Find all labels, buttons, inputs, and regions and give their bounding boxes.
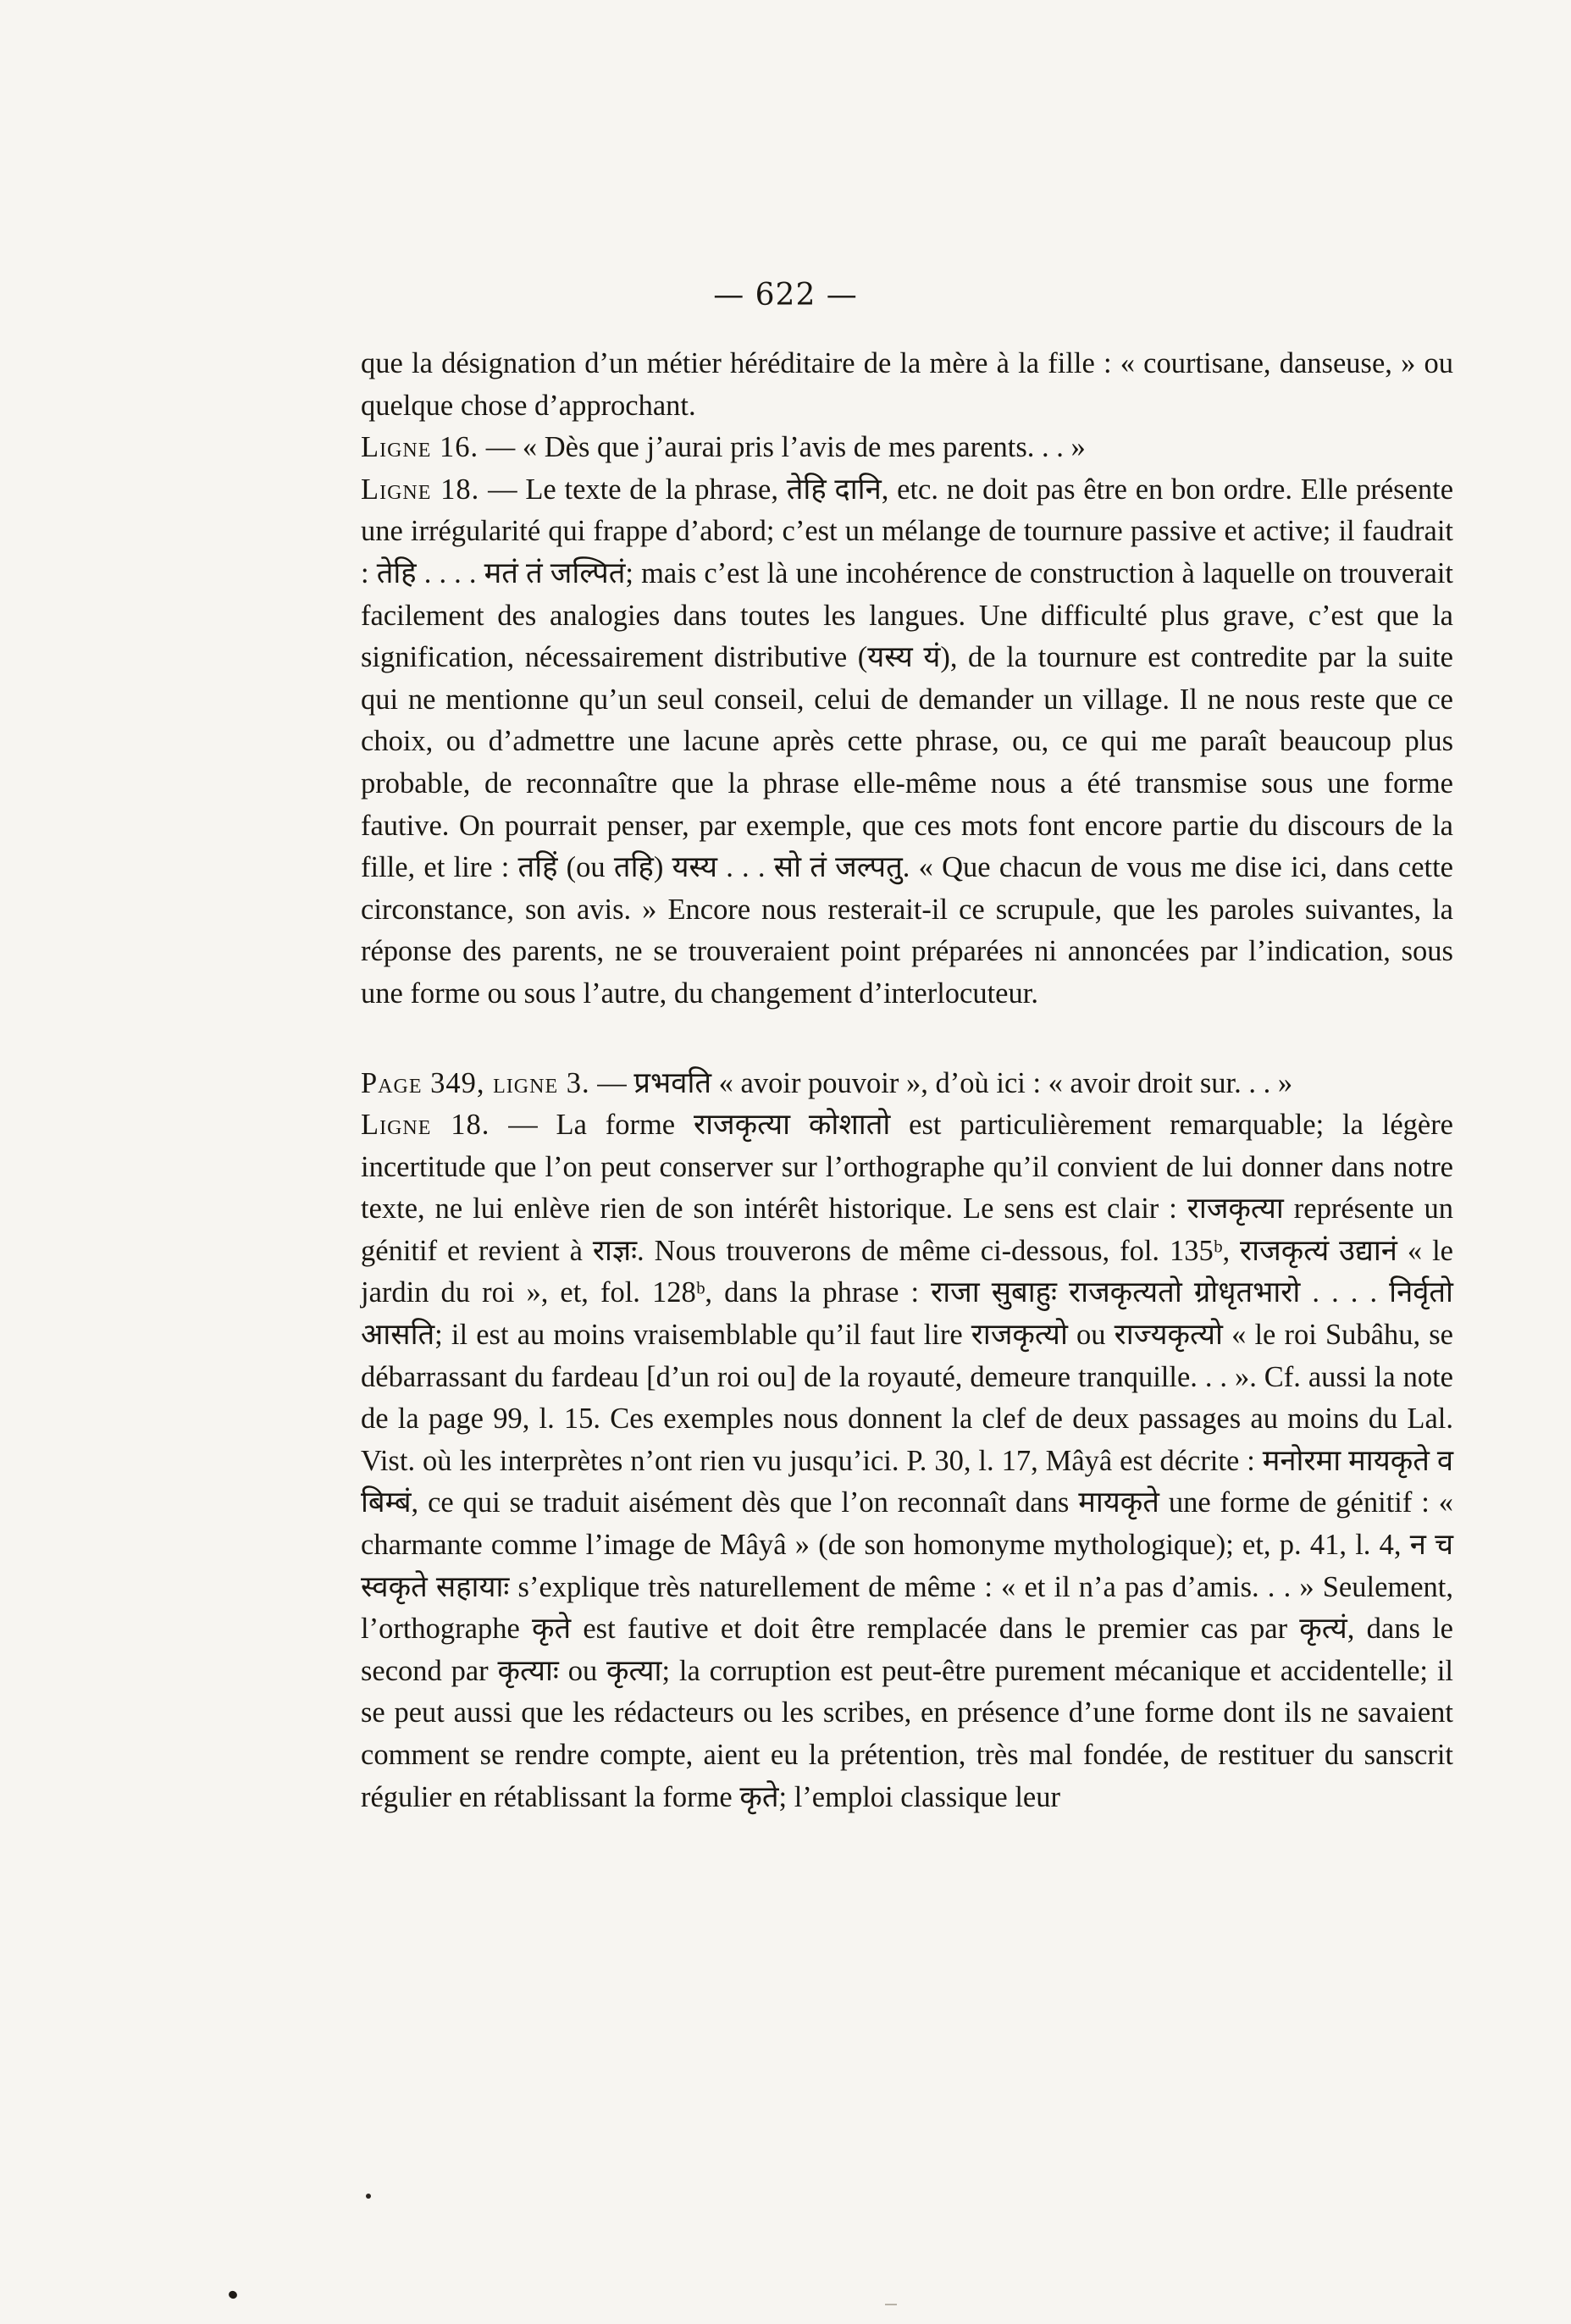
paragraph-page-349: [361, 1063, 1453, 1105]
paragraph-text: que la désignation d’un métier héréditaire de la mère à la fille : « courtisane, danseuse, » ou quelque chose d’approchant.: [361, 347, 1453, 422]
paragraph-text: — La forme राजकृत्या कोशातो est particulièrement remarquable; la légère incertitude que l’on peut conserver sur l’orthographe qu’il convient de lui donner dans notre texte, ne lui enlève rien de son intérêt historique. Le sens est clair : राजकृत्या représente un génitif et revient à राज्ञः. Nous trouverons de même ci-dessous, fol. 135ᵇ, राजकृत्यं उद्यानं « le jardin du roi », et, fol. 128ᵇ, dans la phrase : राजा सुबाहुः राजकृत्यतो ग्रोधृतभारो . . . . निर्वृतो आसति; il est au moins vraisemblable qu’il faut lire राजकृत्यो ou राज्यकृत्यो « le roi Subâhu, se débarrassant du fardeau [d’un roi ou] de la royauté, demeure tranquille. . . ». Cf. aussi la note de la page 99, l. 15. Ces exemples nous donnent la clef de deux passages au moins du Lal. Vist. où les interprètes n’ont rien vu jusqu’ici. P. 30, l. 17, Mâyâ est décrite : मनोरमा मायकृते व बिम्बं, ce qui se traduit aisément dès que l’on reconnaît dans मायकृते une forme de génitif : « charmante comme l’image de Mâyâ » (de son homonyme mythologique); et, p. 41, l. 4, न च स्वकृते सहायाः s’explique très naturellement de même : « et il n’a pas d’amis. . . » Seulement, l’orthographe कृते est fautive et doit être remplacée dans le premier cas par कृत्यं, dans le second par कृत्याः ou कृत्या; la corruption est peut-être purement mécanique et accidentelle; il se peut aussi que les rédacteurs ou les scribes, en présence d’une forme dont ils ne savaient comment se rendre compte, aient eu la prétention, très mal fondée, de restituer du sanscrit régulier en rétablissant la forme कृते; l’emploi classique leur: [361, 1109, 1453, 1813]
section-gap: [361, 1015, 1453, 1063]
paragraph-text: — प्रभवति « avoir pouvoir », d’où ici : « avoir droit sur. . . »: [589, 1066, 1293, 1099]
ink-speck: [366, 2194, 371, 2199]
paragraph-lead: Page 349, ligne 3.: [361, 1066, 590, 1099]
ink-blot: [228, 2290, 238, 2300]
paragraph-lead: Ligne 18.: [361, 473, 480, 506]
paragraph-lead: Ligne 18.: [361, 1109, 490, 1142]
paper-mark: [885, 2304, 897, 2305]
paragraph-ligne-18-b: [361, 1104, 1453, 1818]
paragraph-text: — « Dès que j’aurai pris l’avis de mes parents. . . »: [478, 431, 1086, 464]
paragraph-ligne-16: [361, 427, 1453, 469]
body-text: [361, 343, 1453, 1818]
paragraph-text: — Le texte de la phrase, तेहि दानि, etc. ne doit pas être en bon ordre. Elle présente une irrégularité qui frappe d’abord; c’est un mélange de tournure passive et active; il faudrait : तेहि . . . . मतं तं जल्पितं; mais c’est là une incohérence de construction à laquelle on trouverait facilement des analogies dans toutes les langues. Une difficulté plus grave, c’est que la signification, nécessairement distributive (यस्य यं), de la tournure est contredite par la suite qui ne mentionne qu’un seul conseil, celui de demander un village. Il ne nous reste que ce choix, ou d’admettre une lacune après cette phrase, ou, ce qui me paraît beaucoup plus probable, de reconnaître que la phrase elle-même nous a été transmise sous une forme fautive. On pourrait penser, par exemple, que ces mots font encore partie du discours de la fille, et lire : तहिं (ou तहि) यस्य . . . सो तं जल्पतु. « Que chacun de vous me dise ici, dans cette circonstance, son avis. » Encore nous resterait-il ce scrupule, que les paroles suivantes, la réponse des parents, ne se trouveraient point préparées ni annoncées par l’indication, sous une forme ou sous l’autre, du changement d’interlocuteur.: [361, 473, 1454, 1010]
paragraph-ligne-18: [361, 469, 1453, 1015]
paragraph-lead: Ligne 16.: [361, 431, 479, 464]
paragraph-continuation: [361, 343, 1453, 427]
page-number: — 622 —: [713, 278, 858, 313]
